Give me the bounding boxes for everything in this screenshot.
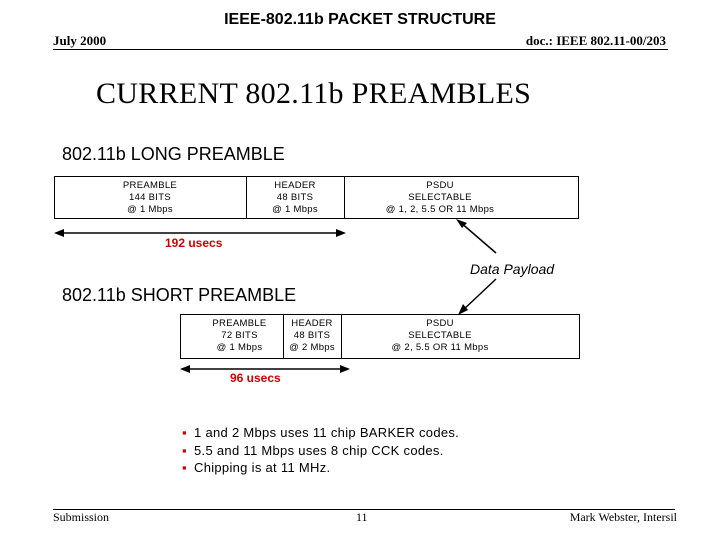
long-preamble-heading: 802.11b LONG PREAMBLE xyxy=(62,144,285,164)
notes-list xyxy=(182,424,459,477)
header-title: IEEE-802.11b PACKET STRUCTURE xyxy=(224,11,496,28)
short-preamble-heading: 802.11b SHORT PREAMBLE xyxy=(62,285,297,305)
long-duration-label: 192 usecs xyxy=(165,236,223,250)
footer-page-number: 11 xyxy=(356,510,368,524)
bullet-icon: ▪ xyxy=(182,460,187,475)
header-doc-id: doc.: IEEE 802.11-00/203 xyxy=(525,33,666,48)
long-psdu-field: PSDU SELECTABLE @ 1, 2, 5.5 OR 11 Mbps xyxy=(385,180,495,215)
short-header-field: HEADER 48 BITS @ 2 Mbps xyxy=(289,318,335,353)
short-preamble-field: PREAMBLE 72 BITS @ 1 Mbps xyxy=(212,318,267,353)
header-date: July 2000 xyxy=(53,33,107,48)
short-duration-label: 96 usecs xyxy=(230,371,281,385)
footer-author: Mark Webster, Intersil xyxy=(569,510,677,524)
list-item: ▪ Chipping is at 11 MHz. xyxy=(182,460,331,475)
header-rule xyxy=(53,49,668,50)
slide-title: CURRENT 802.11b PREAMBLES xyxy=(96,77,532,110)
short-psdu-field: PSDU SELECTABLE @ 2, 5.5 OR 11 Mbps xyxy=(391,318,489,353)
data-payload-label: Data Payload xyxy=(470,261,555,277)
list-item: ▪ 5.5 and 11 Mbps uses 8 chip CCK codes. xyxy=(182,442,444,458)
bullet-icon: ▪ xyxy=(182,442,187,458)
bullet-icon: ▪ xyxy=(182,425,187,440)
footer-submission: Submission xyxy=(53,510,110,524)
long-header-field: HEADER 48 BITS @ 1 Mbps xyxy=(272,180,318,215)
list-item: ▪ 1 and 2 Mbps uses 11 chip BARKER codes. xyxy=(182,425,460,440)
long-preamble-field: PREAMBLE 144 BITS @ 1 Mbps xyxy=(122,180,178,215)
